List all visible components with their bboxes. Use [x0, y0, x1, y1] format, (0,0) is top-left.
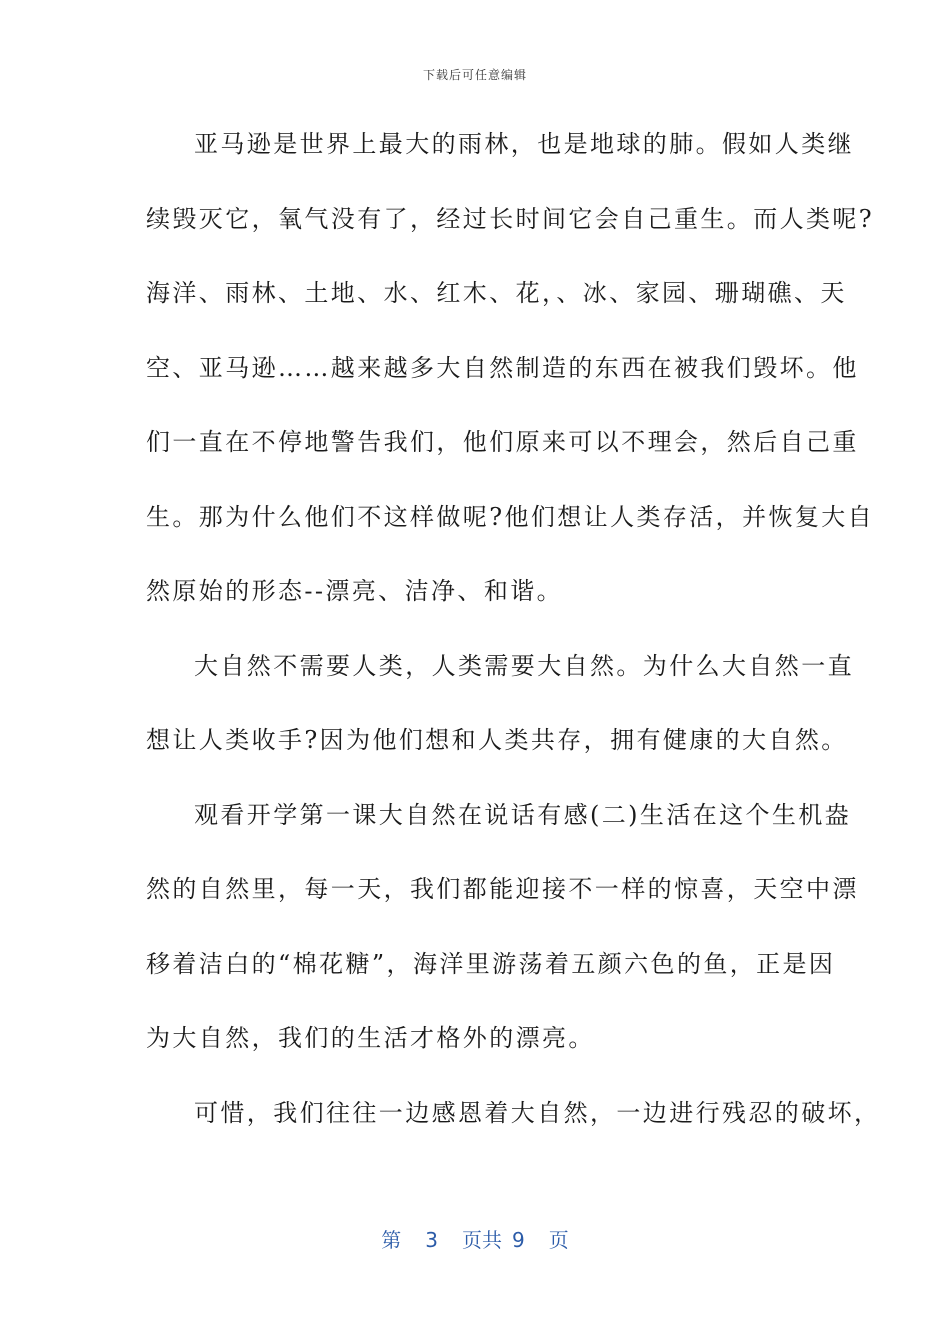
- page-total: 9: [512, 1228, 525, 1252]
- text-line: 然原始的形态--漂亮、洁净、和谐。: [146, 577, 564, 605]
- text-line: 亚马逊是世界上最大的雨林，也是地球的肺。假如人类继: [194, 130, 854, 158]
- text-line: 海洋、雨林、土地、水、红木、花，、冰、家园、珊瑚礁、天: [146, 279, 847, 307]
- text-line: 为大自然，我们的生活才格外的漂亮。: [146, 1024, 595, 1052]
- text-line: 空、亚马逊……越来越多大自然制造的东西在被我们毁坏。他: [146, 353, 859, 382]
- page-label-suffix: 页: [548, 1228, 569, 1252]
- text-line: 们一直在不停地警告我们，他们原来可以不理会，然后自己重: [146, 428, 859, 456]
- page-label-prefix: 第: [381, 1228, 402, 1252]
- page-label-mid: 页共: [462, 1228, 502, 1252]
- page-current: 3: [425, 1228, 438, 1252]
- document-body: [146, 107, 881, 1150]
- text-line: 大自然不需要人类，人类需要大自然。为什么大自然一直: [194, 651, 854, 680]
- page-footer: [0, 1224, 950, 1253]
- text-line: 移着洁白的“棉花糖”，海洋里游荡着五颜六色的鱼，正是因: [146, 949, 836, 978]
- text-line: 观看开学第一课大自然在说话有感(二)生活在这个生机盎: [194, 800, 852, 829]
- text-line: 然的自然里，每一天，我们都能迎接不一样的惊喜，天空中漂: [146, 875, 859, 903]
- text-line: 想让人类收手?因为他们想和人类共存，拥有健康的大自然。: [146, 726, 848, 754]
- text-line: 生。那为什么他们不这样做呢?他们想让人类存活，并恢复大自: [146, 502, 875, 531]
- page-header: 下载后可任意编辑: [422, 68, 527, 82]
- text-line: 续毁灭它，氧气没有了，经过长时间它会自己重生。而人类呢?: [146, 204, 875, 233]
- text-line: 可惜，我们往往一边感恩着大自然，一边进行残忍的破坏，: [194, 1098, 881, 1127]
